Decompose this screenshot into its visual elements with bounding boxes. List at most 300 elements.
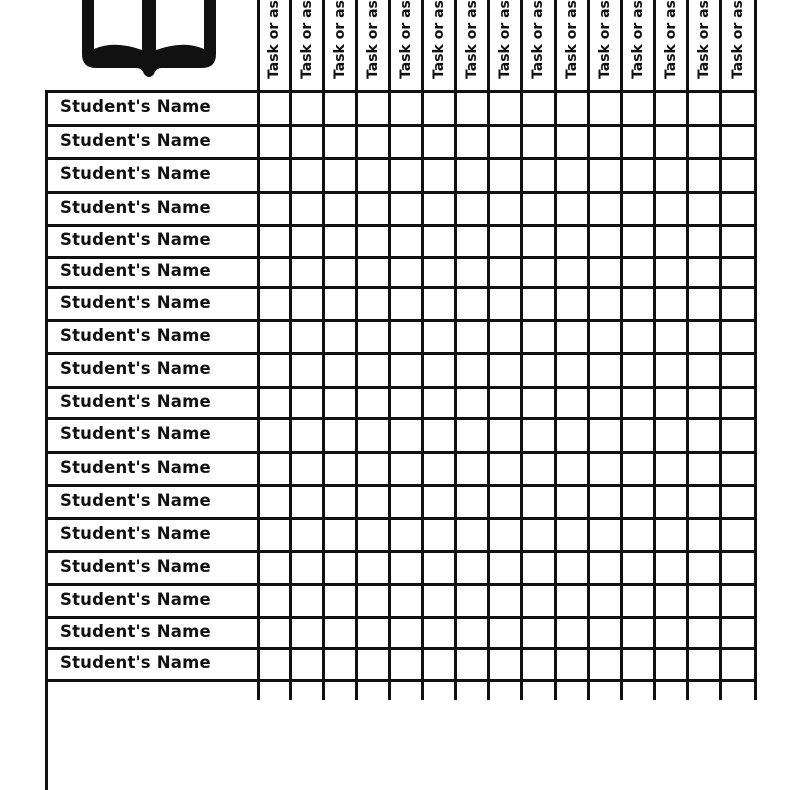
task-checkbox-cell[interactable] xyxy=(722,619,754,647)
task-checkbox-cell[interactable] xyxy=(689,127,719,157)
task-checkbox-cell[interactable] xyxy=(358,454,388,484)
student-name-cell: Student's Name xyxy=(60,391,211,411)
task-checkbox-cell[interactable] xyxy=(260,586,289,616)
task-checkbox-cell[interactable] xyxy=(623,520,653,550)
task-checkbox-cell[interactable] xyxy=(358,520,388,550)
task-checkbox-cell[interactable] xyxy=(490,93,520,124)
task-column-header: Task or as xyxy=(397,0,414,79)
task-checkbox-cell[interactable] xyxy=(557,420,587,451)
task-checkbox-cell[interactable] xyxy=(292,454,322,484)
task-checkbox-cell[interactable] xyxy=(557,487,587,517)
task-checkbox-cell[interactable] xyxy=(656,93,686,124)
task-checkbox-cell[interactable] xyxy=(325,420,355,451)
task-checkbox-cell[interactable] xyxy=(722,355,754,386)
task-checkbox-cell[interactable] xyxy=(260,322,289,352)
task-column-header: Task or as xyxy=(695,0,712,79)
task-checkbox-cell[interactable] xyxy=(391,487,421,517)
task-checkbox-cell[interactable] xyxy=(623,586,653,616)
task-checkbox-cell[interactable] xyxy=(656,322,686,352)
task-checkbox-cell[interactable] xyxy=(424,160,454,191)
task-checkbox-cell[interactable] xyxy=(557,194,587,224)
task-checkbox-cell[interactable] xyxy=(424,454,454,484)
task-checkbox-cell[interactable] xyxy=(391,389,421,417)
task-checkbox-cell[interactable] xyxy=(325,127,355,157)
task-checkbox-cell[interactable] xyxy=(260,355,289,386)
task-checkbox-cell[interactable] xyxy=(391,650,421,679)
task-checkbox-cell[interactable] xyxy=(457,553,487,583)
task-checkbox-cell[interactable] xyxy=(623,127,653,157)
task-checkbox-cell[interactable] xyxy=(260,289,289,319)
task-checkbox-cell[interactable] xyxy=(523,520,554,550)
task-checkbox-cell[interactable] xyxy=(656,259,686,286)
task-checkbox-cell[interactable] xyxy=(325,194,355,224)
task-checkbox-cell[interactable] xyxy=(391,553,421,583)
task-checkbox-cell[interactable] xyxy=(292,553,322,583)
task-checkbox-cell[interactable] xyxy=(722,160,754,191)
task-checkbox-cell[interactable] xyxy=(391,127,421,157)
task-checkbox-cell[interactable] xyxy=(523,553,554,583)
task-checkbox-cell[interactable] xyxy=(358,259,388,286)
task-checkbox-cell[interactable] xyxy=(457,259,487,286)
task-checkbox-cell[interactable] xyxy=(457,650,487,679)
task-checkbox-cell[interactable] xyxy=(292,619,322,647)
task-checkbox-cell[interactable] xyxy=(623,289,653,319)
task-checkbox-cell[interactable] xyxy=(292,194,322,224)
task-checkbox-cell[interactable] xyxy=(689,586,719,616)
task-checkbox-cell[interactable] xyxy=(325,487,355,517)
task-checkbox-cell[interactable] xyxy=(358,650,388,679)
task-checkbox-cell[interactable] xyxy=(260,420,289,451)
task-checkbox-cell[interactable] xyxy=(590,619,620,647)
task-checkbox-cell[interactable] xyxy=(358,127,388,157)
task-checkbox-cell[interactable] xyxy=(424,194,454,224)
task-checkbox-cell[interactable] xyxy=(490,289,520,319)
task-checkbox-cell[interactable] xyxy=(457,586,487,616)
task-column-header: Task or as xyxy=(596,0,613,79)
task-checkbox-cell[interactable] xyxy=(260,487,289,517)
task-checkbox-cell[interactable] xyxy=(722,93,754,124)
student-name-cell: Student's Name xyxy=(60,621,211,641)
task-checkbox-cell[interactable] xyxy=(523,259,554,286)
task-checkbox-cell[interactable] xyxy=(260,619,289,647)
task-checkbox-cell[interactable] xyxy=(490,420,520,451)
task-checkbox-cell[interactable] xyxy=(590,127,620,157)
task-checkbox-cell[interactable] xyxy=(292,322,322,352)
task-checkbox-cell[interactable] xyxy=(325,650,355,679)
task-checkbox-cell[interactable] xyxy=(523,127,554,157)
task-checkbox-cell[interactable] xyxy=(722,259,754,286)
task-checkbox-cell[interactable] xyxy=(590,259,620,286)
task-checkbox-cell[interactable] xyxy=(358,619,388,647)
task-checkbox-cell[interactable] xyxy=(523,194,554,224)
task-checkbox-cell[interactable] xyxy=(490,650,520,679)
task-checkbox-cell[interactable] xyxy=(260,454,289,484)
task-checkbox-cell[interactable] xyxy=(292,259,322,286)
task-checkbox-cell[interactable] xyxy=(292,650,322,679)
task-checkbox-cell[interactable] xyxy=(260,520,289,550)
task-column-header: Task or as xyxy=(430,0,447,79)
task-checkbox-cell[interactable] xyxy=(557,586,587,616)
task-checkbox-cell[interactable] xyxy=(590,650,620,679)
task-checkbox-cell[interactable] xyxy=(722,520,754,550)
task-checkbox-cell[interactable] xyxy=(490,194,520,224)
student-name-cell: Student's Name xyxy=(60,325,211,345)
task-checkbox-cell[interactable] xyxy=(325,160,355,191)
task-checkbox-cell[interactable] xyxy=(689,160,719,191)
task-checkbox-cell[interactable] xyxy=(325,586,355,616)
task-checkbox-cell[interactable] xyxy=(689,227,719,256)
task-checkbox-cell[interactable] xyxy=(292,420,322,451)
task-checkbox-cell[interactable] xyxy=(457,227,487,256)
task-checkbox-cell[interactable] xyxy=(523,355,554,386)
task-checkbox-cell[interactable] xyxy=(590,553,620,583)
task-checkbox-cell[interactable] xyxy=(457,160,487,191)
task-checkbox-cell[interactable] xyxy=(490,127,520,157)
task-checkbox-cell[interactable] xyxy=(325,93,355,124)
grid-row-line xyxy=(45,679,757,682)
task-checkbox-cell[interactable] xyxy=(623,160,653,191)
student-name-cell: Student's Name xyxy=(60,556,211,576)
task-checkbox-cell[interactable] xyxy=(689,93,719,124)
task-checkbox-cell[interactable] xyxy=(656,389,686,417)
task-checkbox-cell[interactable] xyxy=(490,355,520,386)
student-name-cell: Student's Name xyxy=(60,130,211,150)
task-checkbox-cell[interactable] xyxy=(557,322,587,352)
task-checkbox-cell[interactable] xyxy=(523,487,554,517)
task-checkbox-cell[interactable] xyxy=(391,454,421,484)
task-checkbox-cell[interactable] xyxy=(358,289,388,319)
task-checkbox-cell[interactable] xyxy=(590,520,620,550)
task-checkbox-cell[interactable] xyxy=(623,487,653,517)
task-checkbox-cell[interactable] xyxy=(490,160,520,191)
task-checkbox-cell[interactable] xyxy=(292,127,322,157)
task-checkbox-cell[interactable] xyxy=(457,322,487,352)
task-checkbox-cell[interactable] xyxy=(590,389,620,417)
task-checkbox-cell[interactable] xyxy=(557,553,587,583)
task-checkbox-cell[interactable] xyxy=(424,322,454,352)
task-checkbox-cell[interactable] xyxy=(424,289,454,319)
task-checkbox-cell[interactable] xyxy=(590,420,620,451)
task-checkbox-cell[interactable] xyxy=(490,619,520,647)
student-name-cell: Student's Name xyxy=(60,230,211,249)
task-checkbox-cell[interactable] xyxy=(523,389,554,417)
task-checkbox-cell[interactable] xyxy=(590,227,620,256)
task-checkbox-cell[interactable] xyxy=(656,520,686,550)
task-checkbox-cell[interactable] xyxy=(722,487,754,517)
student-name-cell: Student's Name xyxy=(60,653,211,672)
task-checkbox-cell[interactable] xyxy=(490,520,520,550)
task-checkbox-cell[interactable] xyxy=(424,520,454,550)
task-checkbox-cell[interactable] xyxy=(457,454,487,484)
task-checkbox-cell[interactable] xyxy=(358,487,388,517)
task-checkbox-cell[interactable] xyxy=(689,289,719,319)
task-checkbox-cell[interactable] xyxy=(722,127,754,157)
task-checkbox-cell[interactable] xyxy=(689,650,719,679)
task-checkbox-cell[interactable] xyxy=(391,93,421,124)
task-checkbox-cell[interactable] xyxy=(689,619,719,647)
task-checkbox-cell[interactable] xyxy=(325,619,355,647)
task-checkbox-cell[interactable] xyxy=(656,553,686,583)
task-checkbox-cell[interactable] xyxy=(590,355,620,386)
task-checkbox-cell[interactable] xyxy=(457,487,487,517)
task-checkbox-cell[interactable] xyxy=(424,93,454,124)
task-checkbox-cell[interactable] xyxy=(292,355,322,386)
task-checkbox-cell[interactable] xyxy=(260,553,289,583)
task-checkbox-cell[interactable] xyxy=(656,160,686,191)
task-checkbox-cell[interactable] xyxy=(325,289,355,319)
task-checkbox-cell[interactable] xyxy=(656,487,686,517)
task-checkbox-cell[interactable] xyxy=(325,520,355,550)
task-checkbox-cell[interactable] xyxy=(590,487,620,517)
task-checkbox-cell[interactable] xyxy=(656,194,686,224)
task-checkbox-cell[interactable] xyxy=(623,355,653,386)
task-checkbox-cell[interactable] xyxy=(292,227,322,256)
task-checkbox-cell[interactable] xyxy=(689,487,719,517)
task-checkbox-cell[interactable] xyxy=(391,160,421,191)
task-checkbox-cell[interactable] xyxy=(292,160,322,191)
task-checkbox-cell[interactable] xyxy=(623,650,653,679)
task-checkbox-cell[interactable] xyxy=(424,650,454,679)
task-checkbox-cell[interactable] xyxy=(623,259,653,286)
task-checkbox-cell[interactable] xyxy=(523,289,554,319)
task-checkbox-cell[interactable] xyxy=(656,127,686,157)
task-checkbox-cell[interactable] xyxy=(722,650,754,679)
task-checkbox-cell[interactable] xyxy=(325,553,355,583)
task-checkbox-cell[interactable] xyxy=(260,650,289,679)
task-checkbox-cell[interactable] xyxy=(722,322,754,352)
task-checkbox-cell[interactable] xyxy=(457,93,487,124)
task-checkbox-cell[interactable] xyxy=(722,420,754,451)
task-column-header: Task or as xyxy=(629,0,646,79)
task-checkbox-cell[interactable] xyxy=(557,650,587,679)
task-checkbox-cell[interactable] xyxy=(623,227,653,256)
student-name-cell: Student's Name xyxy=(60,197,211,217)
task-checkbox-cell[interactable] xyxy=(424,619,454,647)
task-checkbox-cell[interactable] xyxy=(424,259,454,286)
task-checkbox-cell[interactable] xyxy=(358,160,388,191)
task-checkbox-cell[interactable] xyxy=(424,420,454,451)
task-checkbox-cell[interactable] xyxy=(457,289,487,319)
task-checkbox-cell[interactable] xyxy=(325,322,355,352)
task-checkbox-cell[interactable] xyxy=(292,289,322,319)
task-checkbox-cell[interactable] xyxy=(590,160,620,191)
task-checkbox-cell[interactable] xyxy=(358,586,388,616)
grid-left-border xyxy=(45,90,48,790)
task-checkbox-cell[interactable] xyxy=(391,194,421,224)
task-checkbox-cell[interactable] xyxy=(623,553,653,583)
task-checkbox-cell[interactable] xyxy=(358,194,388,224)
task-checkbox-cell[interactable] xyxy=(523,650,554,679)
task-column-header: Task or as xyxy=(530,0,546,79)
task-column-header: Task or as xyxy=(463,0,480,79)
task-checkbox-cell[interactable] xyxy=(523,93,554,124)
task-checkbox-cell[interactable] xyxy=(260,160,289,191)
task-checkbox-cell[interactable] xyxy=(557,127,587,157)
task-checkbox-cell[interactable] xyxy=(590,454,620,484)
task-checkbox-cell[interactable] xyxy=(391,355,421,386)
task-checkbox-cell[interactable] xyxy=(490,389,520,417)
task-checkbox-cell[interactable] xyxy=(260,194,289,224)
task-checkbox-cell[interactable] xyxy=(490,227,520,256)
task-checkbox-cell[interactable] xyxy=(490,259,520,286)
task-checkbox-cell[interactable] xyxy=(689,454,719,484)
task-checkbox-cell[interactable] xyxy=(325,355,355,386)
grid-column-line xyxy=(754,0,757,700)
task-column-header: Task or as xyxy=(266,0,282,79)
task-checkbox-cell[interactable] xyxy=(325,227,355,256)
task-checkbox-cell[interactable] xyxy=(722,454,754,484)
task-column-header: Task or as xyxy=(331,0,348,79)
task-checkbox-cell[interactable] xyxy=(557,520,587,550)
task-checkbox-cell[interactable] xyxy=(325,389,355,417)
task-checkbox-cell[interactable] xyxy=(722,553,754,583)
task-checkbox-cell[interactable] xyxy=(623,322,653,352)
student-name-cell: Student's Name xyxy=(60,97,211,116)
task-checkbox-cell[interactable] xyxy=(656,619,686,647)
task-checkbox-cell[interactable] xyxy=(590,93,620,124)
task-checkbox-cell[interactable] xyxy=(689,259,719,286)
task-checkbox-cell[interactable] xyxy=(623,389,653,417)
task-checkbox-cell[interactable] xyxy=(557,619,587,647)
task-checkbox-cell[interactable] xyxy=(590,322,620,352)
task-checkbox-cell[interactable] xyxy=(523,619,554,647)
task-checkbox-cell[interactable] xyxy=(557,227,587,256)
task-checkbox-cell[interactable] xyxy=(623,194,653,224)
task-checkbox-cell[interactable] xyxy=(292,520,322,550)
task-checkbox-cell[interactable] xyxy=(457,194,487,224)
task-checkbox-cell[interactable] xyxy=(689,194,719,224)
task-checkbox-cell[interactable] xyxy=(391,227,421,256)
task-checkbox-cell[interactable] xyxy=(623,420,653,451)
task-column-header: Task or as xyxy=(662,0,679,79)
task-checkbox-cell[interactable] xyxy=(260,259,289,286)
task-checkbox-cell[interactable] xyxy=(557,454,587,484)
task-checkbox-cell[interactable] xyxy=(523,420,554,451)
task-checkbox-cell[interactable] xyxy=(689,389,719,417)
task-checkbox-cell[interactable] xyxy=(391,289,421,319)
task-checkbox-cell[interactable] xyxy=(722,389,754,417)
task-checkbox-cell[interactable] xyxy=(490,322,520,352)
task-checkbox-cell[interactable] xyxy=(424,389,454,417)
task-checkbox-cell[interactable] xyxy=(557,160,587,191)
task-checkbox-cell[interactable] xyxy=(689,420,719,451)
task-checkbox-cell[interactable] xyxy=(623,619,653,647)
task-checkbox-cell[interactable] xyxy=(391,586,421,616)
task-checkbox-cell[interactable] xyxy=(590,586,620,616)
task-checkbox-cell[interactable] xyxy=(358,227,388,256)
task-checkbox-cell[interactable] xyxy=(457,127,487,157)
task-checkbox-cell[interactable] xyxy=(623,454,653,484)
task-checkbox-cell[interactable] xyxy=(391,259,421,286)
task-checkbox-cell[interactable] xyxy=(358,553,388,583)
task-checkbox-cell[interactable] xyxy=(557,93,587,124)
task-checkbox-cell[interactable] xyxy=(457,355,487,386)
task-checkbox-cell[interactable] xyxy=(325,259,355,286)
task-checkbox-cell[interactable] xyxy=(424,355,454,386)
task-checkbox-cell[interactable] xyxy=(656,289,686,319)
task-checkbox-cell[interactable] xyxy=(590,289,620,319)
task-checkbox-cell[interactable] xyxy=(292,487,322,517)
task-checkbox-cell[interactable] xyxy=(457,619,487,647)
task-checkbox-cell[interactable] xyxy=(490,454,520,484)
task-column-header: Task or as xyxy=(729,0,746,79)
task-checkbox-cell[interactable] xyxy=(358,355,388,386)
task-checkbox-cell[interactable] xyxy=(424,227,454,256)
task-checkbox-cell[interactable] xyxy=(391,520,421,550)
task-checkbox-cell[interactable] xyxy=(623,93,653,124)
task-checkbox-cell[interactable] xyxy=(358,322,388,352)
student-name-cell: Student's Name xyxy=(60,164,211,183)
task-checkbox-cell[interactable] xyxy=(523,322,554,352)
task-checkbox-cell[interactable] xyxy=(590,194,620,224)
task-checkbox-cell[interactable] xyxy=(457,420,487,451)
task-checkbox-cell[interactable] xyxy=(391,619,421,647)
student-name-cell: Student's Name xyxy=(60,359,211,378)
task-column-header: Task or as xyxy=(563,0,580,79)
task-checkbox-cell[interactable] xyxy=(722,289,754,319)
task-checkbox-cell[interactable] xyxy=(557,259,587,286)
task-checkbox-cell[interactable] xyxy=(557,289,587,319)
student-name-cell: Student's Name xyxy=(60,523,211,543)
task-checkbox-cell[interactable] xyxy=(523,160,554,191)
task-checkbox-cell[interactable] xyxy=(391,322,421,352)
task-checkbox-cell[interactable] xyxy=(292,93,322,124)
task-checkbox-cell[interactable] xyxy=(656,227,686,256)
task-checkbox-cell[interactable] xyxy=(490,487,520,517)
task-checkbox-cell[interactable] xyxy=(656,586,686,616)
task-checkbox-cell[interactable] xyxy=(424,487,454,517)
task-checkbox-cell[interactable] xyxy=(557,389,587,417)
task-checkbox-cell[interactable] xyxy=(292,389,322,417)
student-name-cell: Student's Name xyxy=(60,292,211,312)
task-checkbox-cell[interactable] xyxy=(424,553,454,583)
task-checkbox-cell[interactable] xyxy=(689,322,719,352)
task-checkbox-cell[interactable] xyxy=(722,586,754,616)
task-checkbox-cell[interactable] xyxy=(391,420,421,451)
task-checkbox-cell[interactable] xyxy=(523,227,554,256)
task-checkbox-cell[interactable] xyxy=(358,389,388,417)
task-checkbox-cell[interactable] xyxy=(490,553,520,583)
task-checkbox-cell[interactable] xyxy=(722,227,754,256)
task-checkbox-cell[interactable] xyxy=(689,553,719,583)
task-checkbox-cell[interactable] xyxy=(424,127,454,157)
task-checkbox-cell[interactable] xyxy=(292,586,322,616)
task-checkbox-cell[interactable] xyxy=(260,127,289,157)
student-name-cell: Student's Name xyxy=(60,589,211,609)
task-checkbox-cell[interactable] xyxy=(490,586,520,616)
task-checkbox-cell[interactable] xyxy=(260,389,289,417)
task-checkbox-cell[interactable] xyxy=(656,355,686,386)
task-checkbox-cell[interactable] xyxy=(656,454,686,484)
task-checkbox-cell[interactable] xyxy=(689,355,719,386)
task-column-header: Task or as xyxy=(298,0,315,79)
task-checkbox-cell[interactable] xyxy=(523,586,554,616)
task-checkbox-cell[interactable] xyxy=(358,93,388,124)
task-checkbox-cell[interactable] xyxy=(557,355,587,386)
task-checkbox-cell[interactable] xyxy=(424,586,454,616)
task-checkbox-cell[interactable] xyxy=(689,520,719,550)
task-checkbox-cell[interactable] xyxy=(260,93,289,124)
task-checkbox-cell[interactable] xyxy=(722,194,754,224)
task-checkbox-cell[interactable] xyxy=(358,420,388,451)
task-checkbox-cell[interactable] xyxy=(457,389,487,417)
task-checkbox-cell[interactable] xyxy=(523,454,554,484)
task-checkbox-cell[interactable] xyxy=(656,420,686,451)
task-checkbox-cell[interactable] xyxy=(457,520,487,550)
task-checkbox-cell[interactable] xyxy=(260,227,289,256)
task-checkbox-cell[interactable] xyxy=(656,650,686,679)
task-checkbox-cell[interactable] xyxy=(325,454,355,484)
